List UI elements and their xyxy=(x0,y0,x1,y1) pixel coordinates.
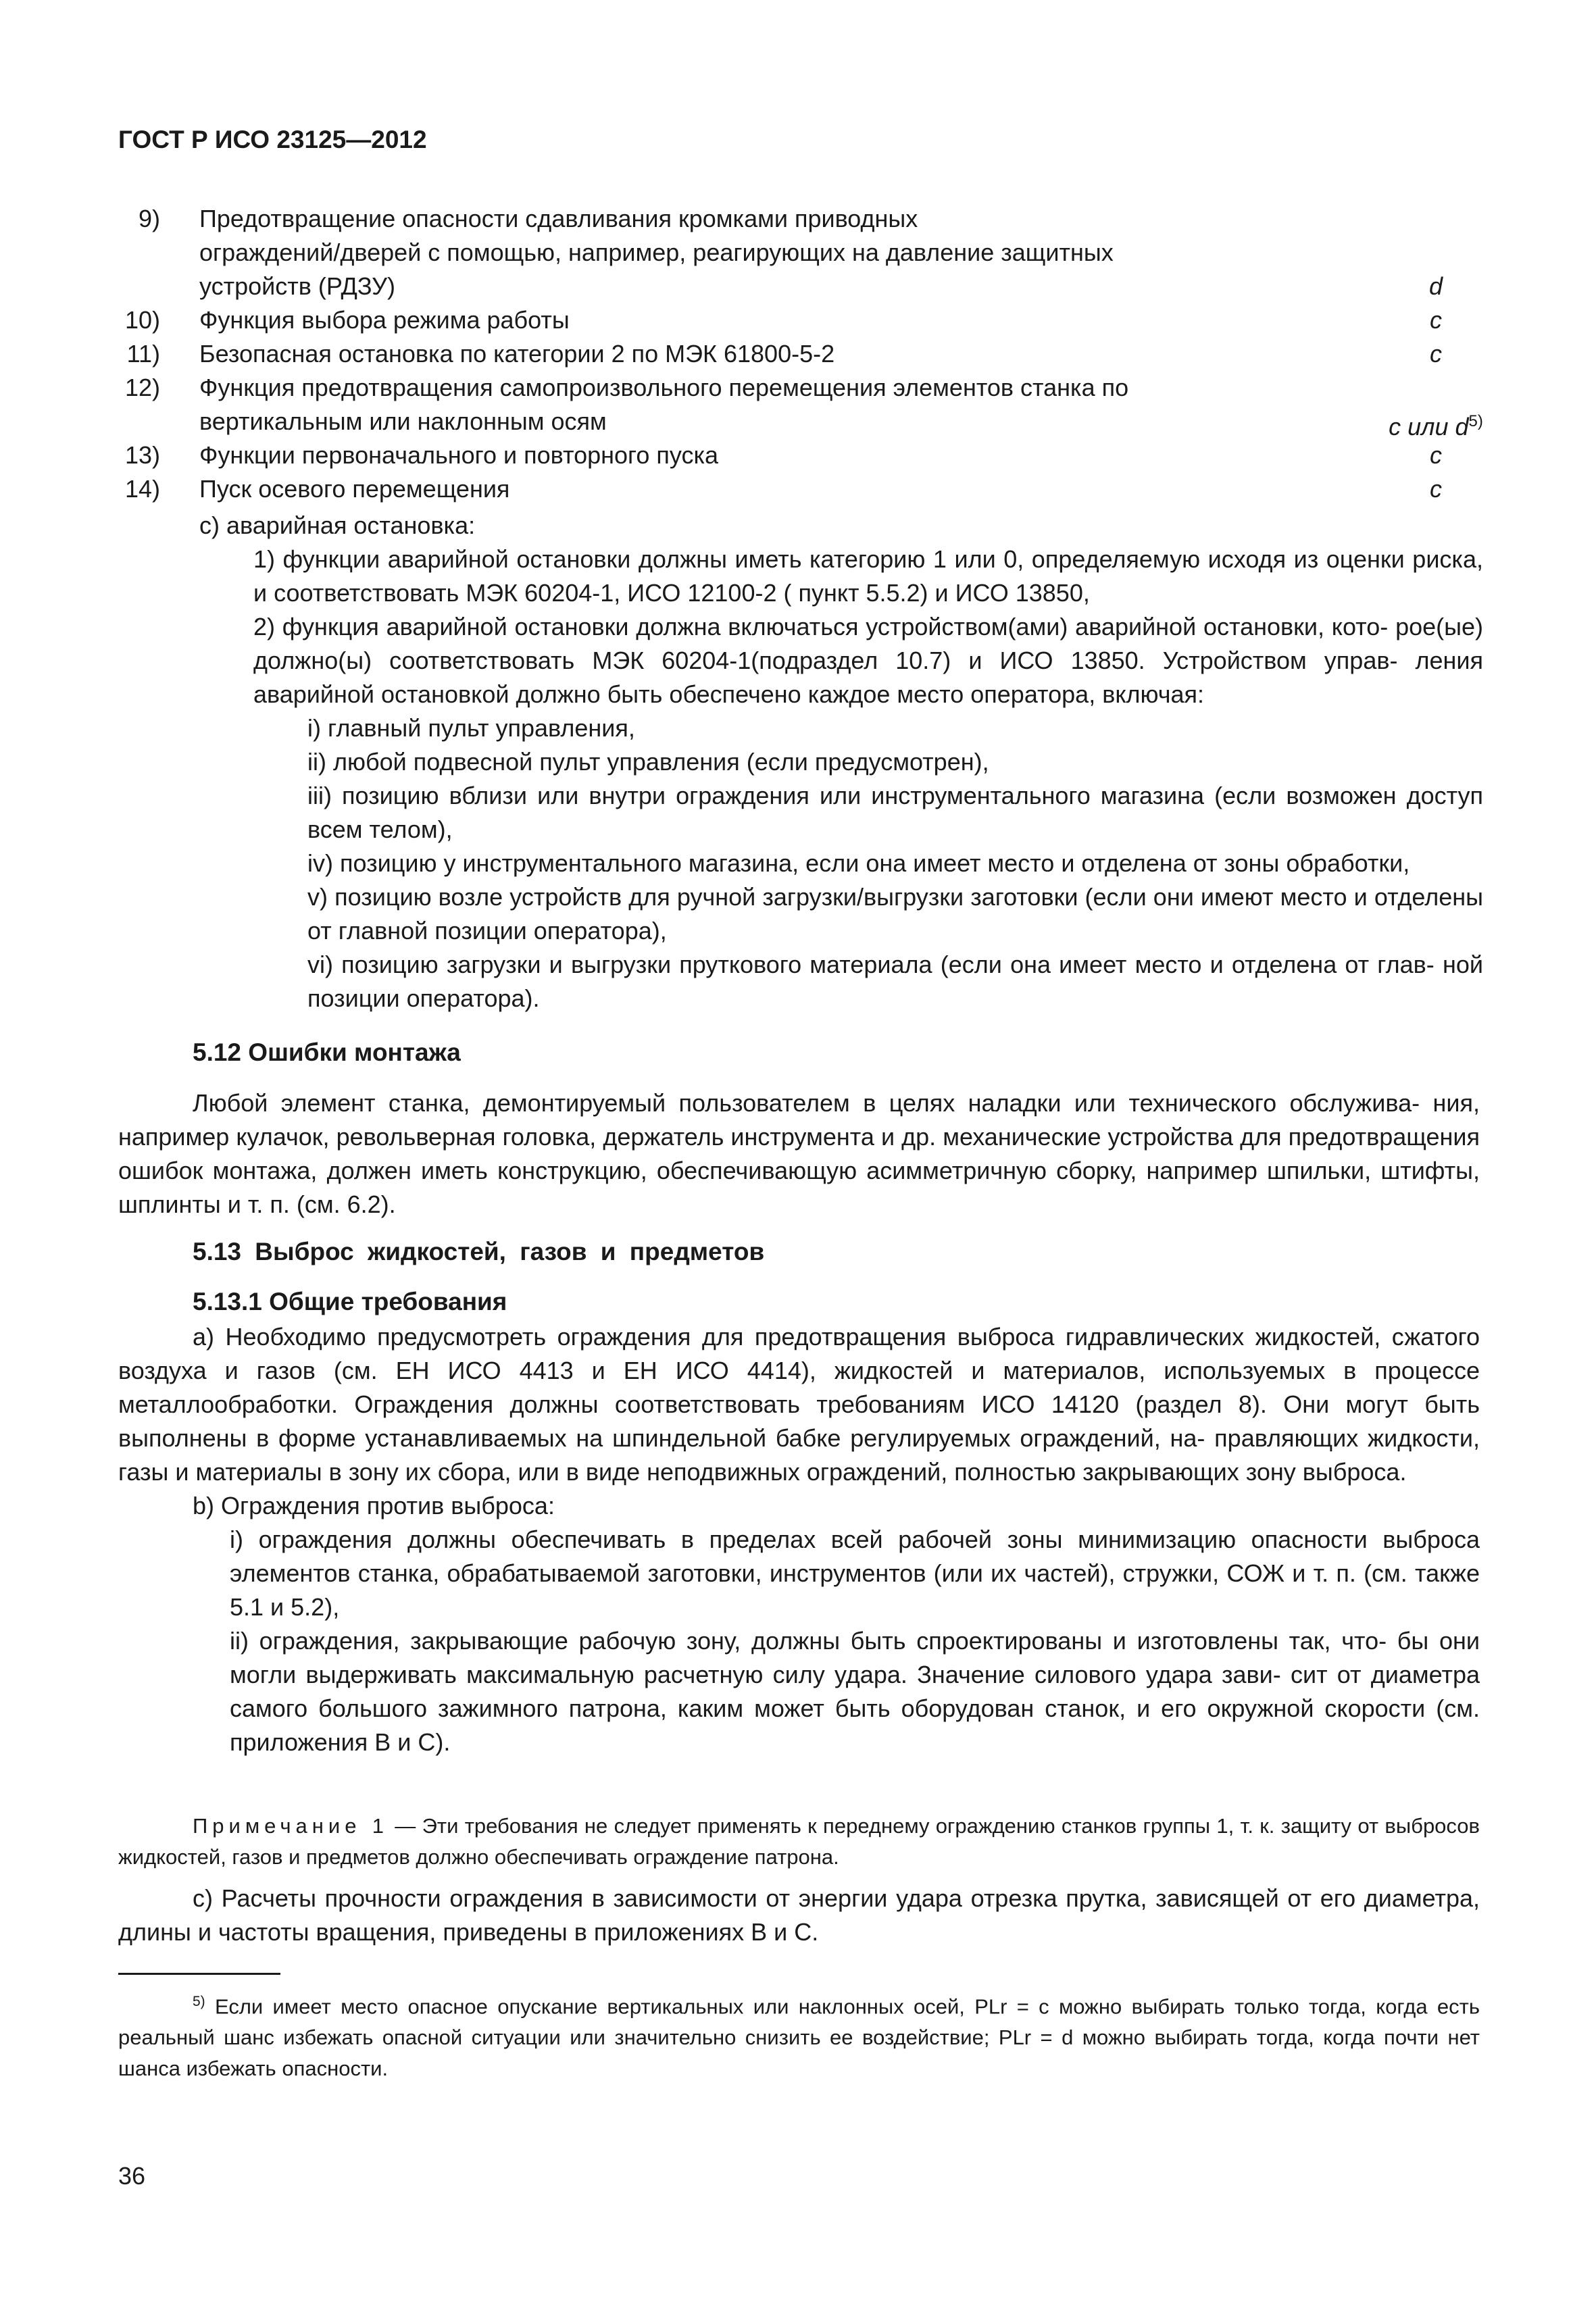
item-category: c xyxy=(1430,441,1442,469)
paragraph-a: a) Необходимо предусмотреть ограждения для предотвращения выброса гидравлических жидкостей, сжатого воздуха и газов (см. ЕН ИСО 4413 и ЕН ИСО 4414), жидкостей и материалов, используемых в процессе металлообработки. Ограждения должны соответствовать требованиям ИСО 14120 (раздел 8). Они могут быть выполнены в форме устанавливаемых на шпиндельной бабке регулируемых ограждений, на- правляющих жидкости, газы и материалы в зону их сбора, или в виде неподвижных ограждений, полностью закрывающих зону выброса. xyxy=(118,1323,1480,1486)
item-line: Функция предотвращения самопроизвольного перемещения элементов станка по xyxy=(199,374,1129,401)
item-description xyxy=(199,303,1362,337)
item-line: Функции первоначального и повторного пуска xyxy=(199,441,719,469)
section-body-5-13-1 xyxy=(118,1320,1480,1759)
emergency-sub-item: ii) любой подвесной пульт управления (если предусмотрен), xyxy=(307,748,989,776)
emergency-sub-item: i) главный пульт управления, xyxy=(307,714,635,742)
item-category: c xyxy=(1430,306,1442,334)
document-header: ГОСТ Р ИСО 23125—2012 xyxy=(118,126,427,153)
paragraph-b-ii: ii) ограждения, закрывающие рабочую зону, должны быть спроектированы и изготовлены так, что- бы они могли выдерживать максимальную расчетную силу удара. Значение силового удара зави- сит от диаметра самого большого зажимного патрона, каким может быть оборудован станок, и его окружной скорости (см. приложения В и С). xyxy=(230,1627,1480,1756)
item-line: Безопасная остановка по категории 2 по МЭК 61800-5-2 xyxy=(199,340,835,368)
item-number: 10) xyxy=(124,306,160,334)
list-item xyxy=(118,438,1470,472)
item-line: Функция выбора режима работы xyxy=(199,306,570,334)
item-category: c xyxy=(1430,340,1442,368)
item-description xyxy=(199,472,1362,506)
emergency-paragraph-2: 2) функция аварийной остановки должна включаться устройством(ами) аварийной остановки, кото- рое(ые) должно(ы) соответствовать МЭК 60204-1(подраздел 10.7) и ИСО 13850. Устройством управ- ления аварийной остановкой должно быть обеспечено каждое место оператора, включая: xyxy=(253,613,1483,708)
footnote-text: Если имеет место опасное опускание вертикальных или наклонных осей, PLr = c можно выбирать только тогда, когда есть реальный шанс избежать опасной ситуации или значительно снизить ее воздействие; PLr = d можно выбирать тогда, когда почти нет шанса избежать опасности. xyxy=(118,1994,1480,2081)
footnote-ref: 5) xyxy=(1468,412,1483,430)
item-number: 12) xyxy=(124,374,160,401)
list-item xyxy=(118,472,1470,506)
item-line: ограждений/дверей с помощью, например, реагирующих на давление защитных xyxy=(199,238,1114,266)
note-text: — Эти требования не следует применять к переднему ограждению станков группы 1, т. к. защиту от выбросов жидкостей, газов и предметов должно обеспечивать ограждение патрона. xyxy=(118,1814,1480,1869)
emergency-sub-item: v) позицию возле устройств для ручной загрузки/выгрузки заготовки (если они имеют место и отделены от главной позиции оператора), xyxy=(307,883,1483,945)
emergency-sub-item: iv) позицию у инструментального магазина, если она имеет место и отделена от зоны обработки, xyxy=(307,849,1410,877)
paragraph-b-i: i) ограждения должны обеспечивать в пределах всей рабочей зоны минимизацию опасности выброса элементов станка, обрабатываемой заготовки, инструментов (или их частей), стружки, СОЖ и т. п. (см. также 5.1 и 5.2), xyxy=(230,1526,1480,1621)
emergency-sub-item: iii) позицию вблизи или внутри ограждения или инструментального магазина (если возможен доступ всем телом), xyxy=(307,782,1483,843)
footnote-mark: 5) xyxy=(193,1994,205,2009)
list-item xyxy=(118,303,1470,337)
item-category: c xyxy=(1430,475,1442,503)
item-line: вертикальным или наклонным осям xyxy=(199,407,607,435)
item-description xyxy=(199,371,1362,438)
note-label: Примечание 1 xyxy=(193,1814,389,1838)
list-item xyxy=(118,337,1470,371)
list-item xyxy=(118,202,1470,303)
category-text: c или d xyxy=(1389,413,1469,441)
section-heading-5-12: 5.12 Ошибки монтажа xyxy=(193,1038,461,1066)
item-number: 11) xyxy=(126,340,160,368)
item-line: Предотвращение опасности сдавливания кромками приводных xyxy=(199,205,918,232)
emergency-paragraph-1: 1) функции аварийной остановки должны иметь категорию 1 или 0, определяемую исходя из оценки риска, и соответствовать МЭК 60204-1, ИСО 12100-2 ( пункт 5.5.2) и ИСО 13850, xyxy=(253,545,1483,607)
emergency-sub-item: vi) позицию загрузки и выгрузки пруткового материала (если она имеет место и отделена от глав- ной позиции оператора). xyxy=(307,951,1483,1012)
item-number: 9) xyxy=(138,205,160,232)
paragraph-b: b) Ограждения против выброса: xyxy=(193,1492,555,1519)
item-description xyxy=(199,438,1362,472)
item-category: d xyxy=(1428,272,1443,300)
footnote xyxy=(118,1986,1480,2084)
item-description xyxy=(199,202,1362,303)
footnote-divider xyxy=(118,1973,280,1975)
page-number: 36 xyxy=(118,2162,146,2190)
paragraph-c: c) Расчеты прочности ограждения в зависимости от энергии удара отрезка прутка, зависящей от его диаметра, длины и частоты вращения, приведены в приложениях В и С. xyxy=(118,1884,1480,1946)
note-1 xyxy=(118,1811,1480,1873)
section-heading-5-13-1: 5.13.1 Общие требования xyxy=(193,1288,507,1315)
emergency-stop-section xyxy=(199,509,1483,1015)
emergency-title: c) аварийная остановка: xyxy=(199,511,476,539)
section-heading-5-13: 5.13 Выброс жидкостей, газов и предметов xyxy=(193,1238,765,1265)
item-number: 13) xyxy=(124,441,160,469)
item-description xyxy=(199,337,1362,371)
section-text-5-12: Любой элемент станка, демонтируемый пользователем в целях наладки или технического обслужива- ния, например кулачок, револьверная головка, держатель инструмента и др. механические устройства для предотвращения ошибок монтажа, должен иметь конструкцию, обеспечивающую асимметричную сборку, например шпильки, штифты, шплинты и т. п. (см. 6.2). xyxy=(118,1089,1480,1218)
item-number: 14) xyxy=(124,475,160,503)
item-line: Пуск осевого перемещения xyxy=(199,475,510,503)
item-line: устройств (РДЗУ) xyxy=(199,272,396,300)
list-item xyxy=(118,371,1483,441)
function-list xyxy=(118,202,1483,506)
